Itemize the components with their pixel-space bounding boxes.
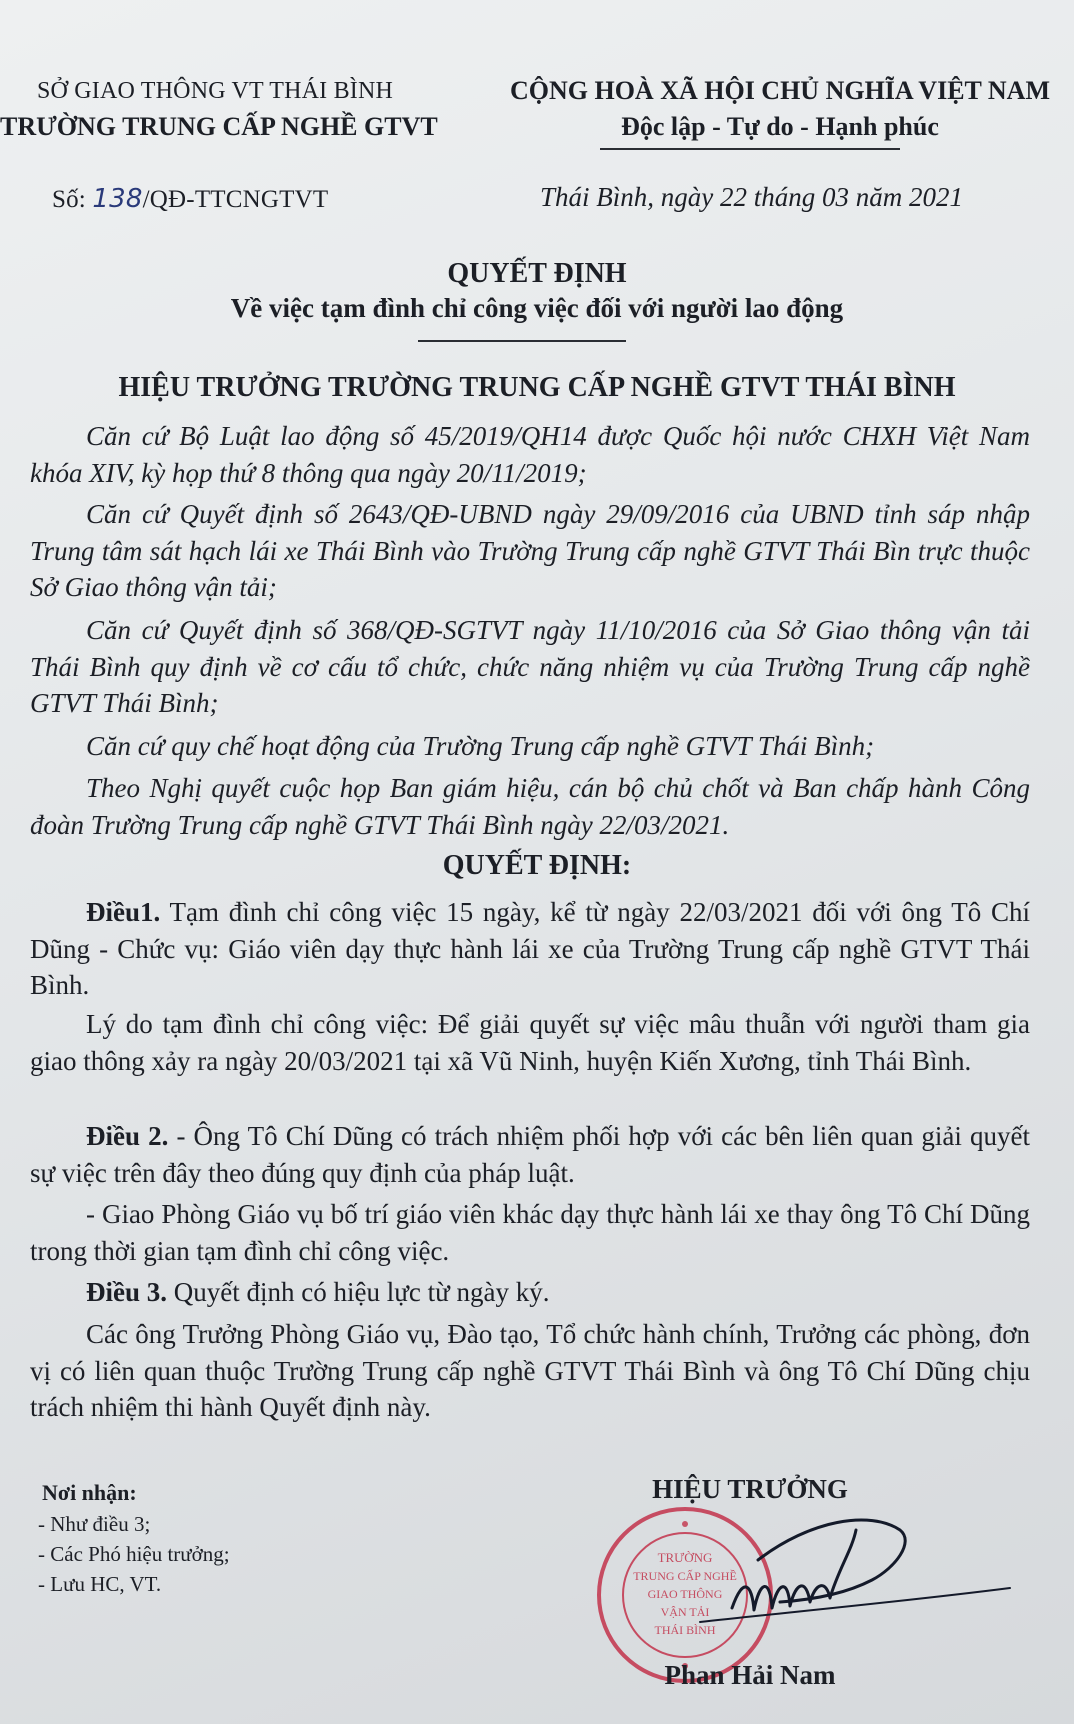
article-3-extra: Các ông Trưởng Phòng Giáo vụ, Đào tạo, Tổ chức hành chính, Trưởng các phòng, đơn vị có liên quan thuộc Trường Trung cấp nghề GTVT Thái Bình và ông Tô Chí Dũng chịu trách nhiệm thi hành Quyết định này. — [30, 1319, 1030, 1422]
agency-line-1: SỞ GIAO THÔNG VT THÁI BÌNH — [36, 78, 394, 104]
decision-heading: QUYẾT ĐỊNH: — [442, 850, 632, 881]
stamp-line: VẬN TẢI — [660, 1605, 710, 1619]
document-title: QUYẾT ĐỊNH — [447, 258, 627, 289]
recipient-item: - Lưu HC, VT. — [38, 1572, 162, 1596]
country-line-1: CỘNG HOÀ XÃ HỘI CHỦ NGHĨA VIỆT NAM — [509, 76, 1051, 105]
stamp-line: TRƯỜNG — [657, 1550, 713, 1565]
motto-underline — [600, 148, 900, 150]
basis-1: Căn cứ Bộ Luật lao động số 45/2019/QH14 được Quốc hội nước CHXH Việt Nam khóa XIV, kỳ họp thứ 8 thông qua ngày 20/11/2019; — [30, 421, 1030, 488]
handwritten-signature — [640, 1490, 1020, 1650]
country-line-2: Độc lập - Tự do - Hạnh phúc — [621, 112, 939, 141]
number-suffix: /QĐ-TTCNGTVT — [142, 186, 329, 213]
article-3-text: Quyết định có hiệu lực từ ngày ký. — [167, 1277, 550, 1307]
signer-title: HIỆU TRƯỞNG — [652, 1474, 848, 1504]
article-2 — [30, 1118, 1030, 1191]
authority-heading: HIỆU TRƯỞNG TRƯỜNG TRUNG CẤP NGHỀ GTVT THÁI BÌNH — [118, 372, 956, 403]
article-1 — [30, 894, 1030, 1004]
article-3-label: Điều 3. — [86, 1277, 167, 1307]
stamp-line: THÁI BÌNH — [654, 1623, 716, 1637]
stamp-line: TRUNG CẤP NGHỀ — [633, 1569, 737, 1583]
article-2-text: - Ông Tô Chí Dũng có trách nhiệm phối hợp với các bên liên quan giải quyết sự việc trên đây theo đúng quy định của pháp luật. — [30, 1121, 1031, 1188]
title-underline — [418, 340, 626, 342]
number-handwritten: 138 — [92, 184, 143, 214]
article-3 — [30, 1274, 1030, 1311]
stamp-line: GIAO THÔNG — [647, 1587, 723, 1601]
article-1-text: Tạm đình chỉ công việc 15 ngày, kể từ ngày 22/03/2021 đối với ông Tô Chí Dũng - Chức vụ: Giáo viên dạy thực hành lái xe của Trường Trung cấp nghề GTVT Thái Bình. — [30, 897, 1030, 1000]
article-2-extra: - Giao Phòng Giáo vụ bố trí giáo viên khác dạy thực hành lái xe thay ông Tô Chí Dũng trong thời gian tạm đình chỉ công việc. — [30, 1199, 1030, 1266]
basis-5: Theo Nghị quyết cuộc họp Ban giám hiệu, cán bộ chủ chốt và Ban chấp hành Công đoàn Trường Trung cấp nghề GTVT Thái Bình ngày 22/03/2021. — [30, 773, 1030, 840]
recipient-item: - Như điều 3; — [38, 1512, 151, 1536]
document-number — [52, 184, 328, 214]
article-1-reason: Lý do tạm đình chỉ công việc: Để giải quyết sự việc mâu thuẫn với người tham gia giao thông xảy ra ngày 20/03/2021 tại xã Vũ Ninh, huyện Kiến Xương, tỉnh Thái Bình. — [30, 1009, 1030, 1076]
recipient-item: - Các Phó hiệu trưởng; — [38, 1542, 230, 1566]
recipients-heading: Nơi nhận: — [42, 1480, 137, 1505]
signer-name: Phan Hải Nam — [664, 1660, 836, 1690]
agency-line-2: TRƯỜNG TRUNG CẤP NGHỀ GTVT — [0, 112, 438, 141]
number-prefix: Số: — [52, 186, 86, 213]
basis-3: Căn cứ Quyết định số 368/QĐ-SGTVT ngày 11/10/2016 của Sở Giao thông vận tải Thái Bình quy định về cơ cấu tổ chức, chức năng nhiệm vụ của Trường Trung cấp nghề GTVT Thái Bình; — [30, 615, 1030, 718]
article-2-label: Điều 2. — [86, 1121, 169, 1151]
basis-4: Căn cứ quy chế hoạt động của Trường Trung cấp nghề GTVT Thái Bình; — [86, 731, 875, 761]
article-1-label: Điều1. — [86, 897, 161, 927]
place-date: Thái Bình, ngày 22 tháng 03 năm 2021 — [540, 182, 963, 212]
basis-2: Căn cứ Quyết định số 2643/QĐ-UBND ngày 29/09/2016 của UBND tỉnh sáp nhập Trung tâm sát hạch lái xe Thái Bình vào Trường Trung cấp nghề GTVT Thái Bìn trực thuộc Sở Giao thông vận tải; — [30, 499, 1030, 602]
document-subject: Về việc tạm đình chỉ công việc đối với người lao động — [230, 293, 844, 323]
